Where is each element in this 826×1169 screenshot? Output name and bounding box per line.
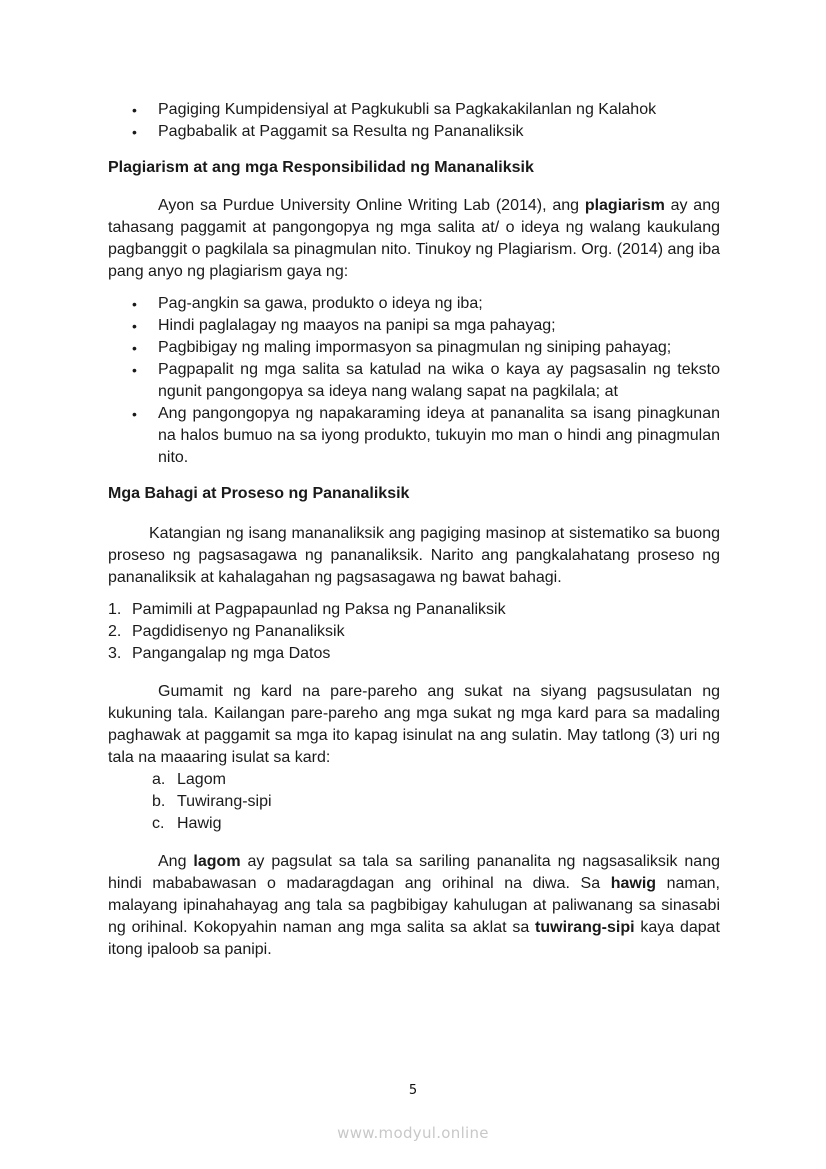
list-item: • Ang pangongopya ng napakaraming ideya at pananalita sa isang pinagkunan na halos bumuo na sa iyong produkto, tukuyin mo man o hindi ang pinagmulan nito. [132, 405, 720, 466]
ethics-bullet-list [108, 99, 720, 143]
list-item: • Pagpapalit ng mga salita sa katulad na wika o kaya ay pagsasalin ng teksto ngunit pangongopya sa ideya nang walang sapat na pagkilala; at [132, 361, 720, 400]
document-page [108, 99, 720, 961]
watermark: www.modyul.online [337, 1124, 489, 1142]
plagiarism-paragraph: Ayon sa Purdue University Online Writing Lab (2014), ang plagiarism ay ang tahasang paggamit at pangongopya ng mga salita at/ o ideya ng walang kaukulang pagbanggit o pagkilala sa pinagmulan nito. Tinukoy ng Plagiarism. Org. (2014) ang iba pang anyo ng plagiarism gaya ng: [108, 197, 721, 280]
list-item: 1. Pamimili at Pagpapaunlad ng Paksa ng Pananaliksik [108, 601, 506, 618]
process-steps-list [108, 599, 720, 665]
bullet-icon: • [132, 296, 137, 312]
bullet-icon: • [132, 124, 137, 140]
term-plagiarism: plagiarism [584, 197, 665, 214]
section-heading-plagiarism: Plagiarism at ang mga Responsibilidad ng Mananaliksik [108, 159, 534, 176]
note-types-list [108, 769, 720, 835]
list-item: • Pagbabalik at Paggamit sa Resulta ng Pananaliksik [108, 121, 720, 143]
bullet-icon: • [132, 362, 137, 378]
term-tuwirang-sipi: tuwirang-sipi [535, 919, 635, 936]
list-item: 3. Pangangalap ng mga Datos [108, 645, 331, 662]
term-lagom: lagom [193, 853, 241, 870]
list-item: • Hindi paglalagay ng maayos na panipi sa mga pahayag; [108, 315, 720, 337]
list-item: • Pag-angkin sa gawa, produkto o ideya ng iba; [108, 293, 720, 315]
bullet-icon: • [132, 318, 137, 334]
list-item: a. Lagom [152, 771, 226, 788]
note-types-paragraph: Ang lagom ay pagsulat sa tala sa sariling pananalita ng nagsasaliksik nang hindi mababawasan o madaragdagan ang orihinal na diwa. Sa hawig naman, malayang ipinahahayag ang tala sa pagbibigay kahulugan at paliwanang sa sinasabi ng orihinal. Kokopyahin naman ang mga salita sa aklat sa tuwirang-sipi kaya dapat itong ipaloob sa panipi. [108, 853, 721, 958]
page-number: 5 [408, 1083, 418, 1098]
section-heading-process: Mga Bahagi at Proseso ng Pananaliksik [108, 485, 410, 502]
list-item: b. Tuwirang-sipi [152, 793, 272, 810]
bullet-icon: • [132, 406, 137, 422]
plagiarism-forms-list [108, 293, 720, 469]
list-item: • Pagiging Kumpidensiyal at Pagkukubli sa Pagkakakilanlan ng Kalahok [108, 99, 720, 121]
list-item: c. Hawig [152, 815, 222, 832]
bullet-icon: • [132, 340, 137, 356]
card-paragraph: Gumamit ng kard na pare-pareho ang sukat na siyang pagsusulatan ng kukuning tala. Kailangan pare-pareho ang mga sukat ng mga kard para sa madaling paghawak at paggamit sa mga ito kapag isinulat na ang sulatin. May tatlong (3) uri ng tala na maaaring isulat sa kard: [108, 683, 720, 766]
process-intro-paragraph: Katangian ng isang mananaliksik ang pagiging masinop at sistematiko sa buong proseso ng pagsasagawa ng pananaliksik. Narito ang pangkalahatang proseso ng pananaliksik at kahalagahan ng pagsasagawa ng bawat bahagi. [108, 525, 720, 586]
list-item: 2. Pagdidisenyo ng Pananaliksik [108, 623, 345, 640]
list-item: • Pagbibigay ng maling impormasyon sa pinagmulan ng siniping pahayag; [108, 337, 720, 359]
term-hawig: hawig [610, 875, 657, 892]
bullet-icon: • [132, 102, 137, 118]
